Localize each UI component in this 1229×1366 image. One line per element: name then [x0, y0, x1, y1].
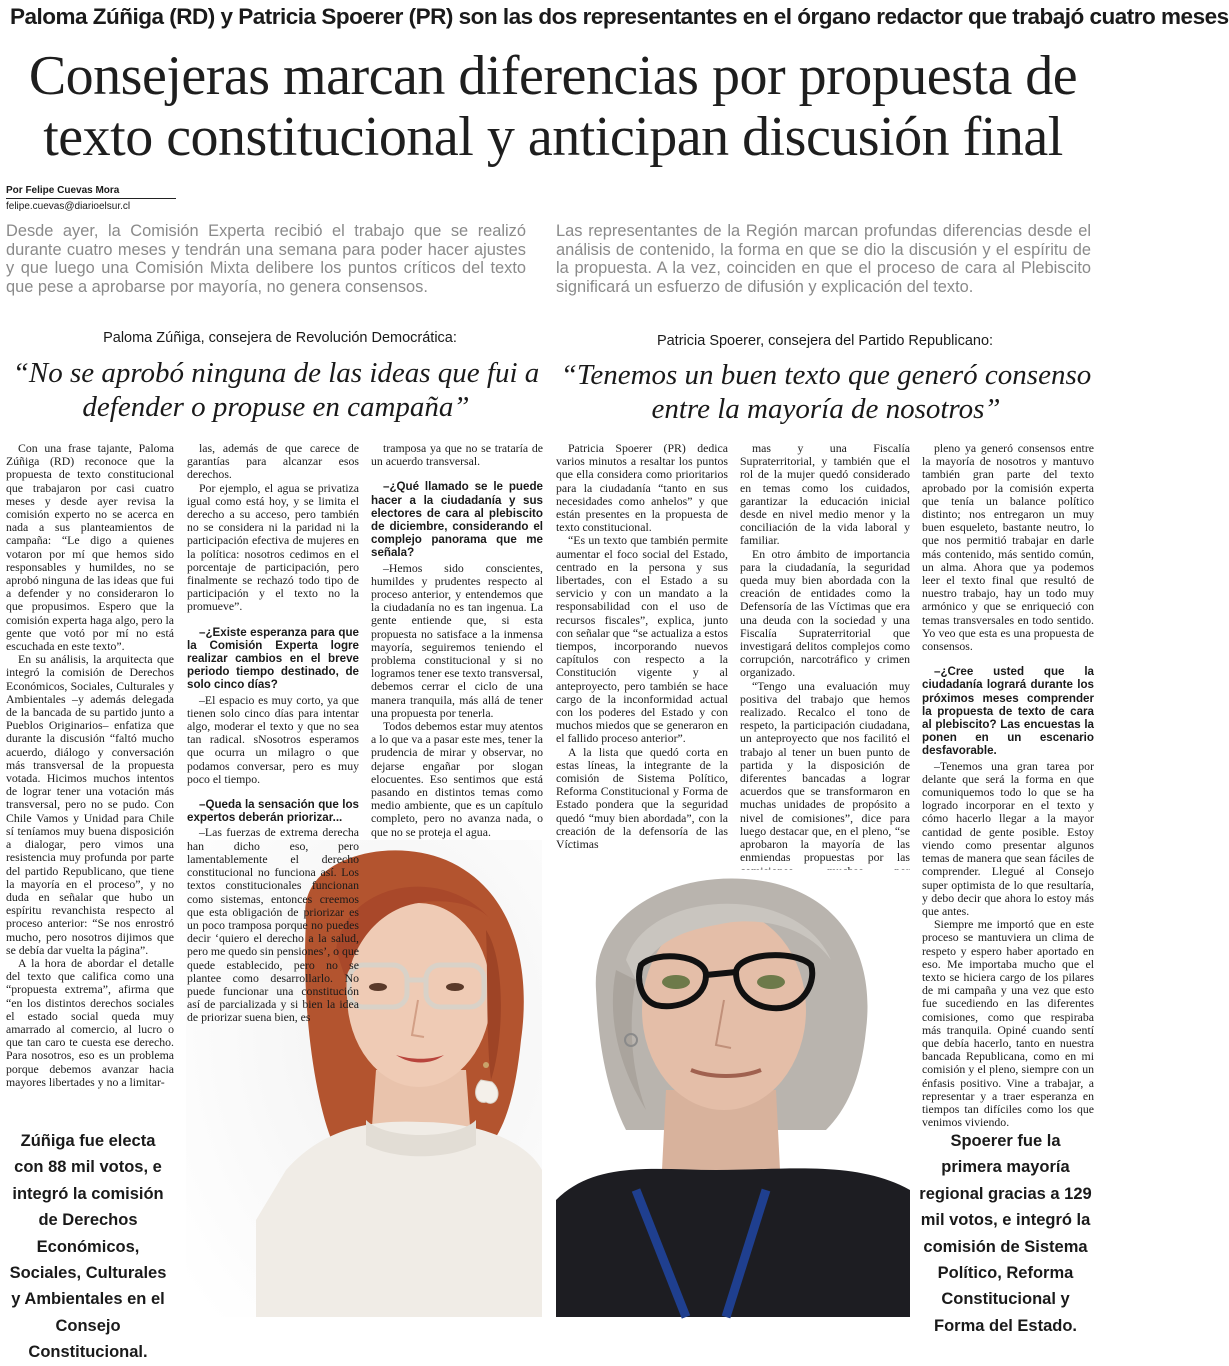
right-story-column-1 [556, 442, 728, 872]
body-paragraph: Por ejemplo, el agua se privatiza igual como está hoy, y se limita el derecho a su acceso, pero también no se considera ni la paridad ni la participación efectiva de mujeres en la política: nosotros cedimos en el porcentaje de participación, pero finalmente se rechazó todo tipo de participación y el texto no la promueve”. [187, 480, 359, 614]
left-story-column-2 [187, 442, 359, 1142]
lede-right: Las representantes de la Región marcan profundas diferencias desde el análisis de contenido, la forma en que se dio la discusión y el espíritu de la propuesta. A la vez, coinciden en que el proceso de cara al Plebiscito significará un esfuerzo de difusión y explicación del texto. [556, 222, 1091, 296]
body-paragraph: En su análisis, la arquitecta que integró la comisión de Derechos Económicos, Sociales, Culturales y Ambientales –y además delegada de la bancada de su partido junto a Pueblos Originarios– enfatiza que durante la discusión “faltó mucho acuerdo, diálogo y conversación más transversal de la propuesta votada. Hicimos muchos intentos de lograr tener una votación más transversal, pero no se pudo. Con Chile Vamos y Unidad para Chile sí teníamos muy buena disposición a dialogar, pero vimos una resistencia muy profunda por parte del partido Republicano, que tiene la mayoría en el proceso”, y no duda en señalar que hubo un espíritu revanchista respecto al proceso anterior: “Se nos enrostró mucho, pero nosotros dijimos que se debía dar vuelta la página”. [6, 652, 174, 957]
body-paragraph: “Tengo una evaluación muy positiva del trabajo que hemos realizado. Recalco el tono de respeto, la participación ciudadana, un anteproyecto que nos facilitó el trabajo al tener un buen punto de partida y la disposición de diferentes bancadas a lograr acuerdos que se transformaron en muchas unidades de propósito a nivel de comisiones”, dice para luego destacar que, en el pleno, “se aprobaron la mayoría de las enmiendas propuestas por las [740, 678, 910, 865]
byline-email: felipe.cuevas@diarioelsur.cl [6, 201, 131, 212]
left-story-column-1 [6, 442, 174, 1122]
interview-question: –¿Qué llamado se le puede hacer a la ciudadanía y sus electores de cara al plebiscito de diciembre, considerando el complejo panorama que me señala? [371, 480, 543, 560]
body-paragraph: Todos debemos estar muy atentos a lo que va a pasar este mes, tener la prudencia de mirar y observar, no dejarse engañar por slogan elocuentes. Eso sentimos que está pasando en distintos temas como medio ambiente, que es un capítulo completo, pero no avanza nada, o que no se proteja el agua. [371, 719, 543, 839]
body-paragraph: A la lista que quedó corta en estas líneas, la integrante de la comisión de Sistema Político, Reforma Constitucional y Forma de Estado pondera que la seguridad quedó “muy bien abordada”, con la creación de la defensoría de las Víctimas [556, 744, 728, 852]
body-paragraph: A la hora de abordar el detalle del texto que califica como una “propuesta extrema”, afirma que “en los distintos derechos sociales el estado social queda muy amarrado al comercio, al lucro o que tan caro te cuesta ese derecho. Para nosotros, eso es un problema porque debemos avanzar hacia mayores libertades y no a limitar- [6, 955, 174, 1089]
right-photo-caption: Spoerer fue la primera mayoría regional gracias a 129 mil votos, e integró la comisión de Sistema Político, Reforma Constitucional y Forma del Estado. [919, 1132, 1092, 1335]
left-story-label: Paloma Zúñiga, consejera de Revolución Democrática: [103, 330, 457, 346]
body-paragraph: mas y una Fiscalía Supraterritorial, y también que el rol de la mujer quedó considerado en temas como los cuidados, garantizar la educación inicial desde en nivel medio menor y la conciliación de la vida laboral y familiar. [740, 441, 910, 548]
spoerer-portrait-illustration [556, 870, 910, 1317]
byline [6, 184, 176, 213]
interview-answer: –Hemos sido conscientes, humildes y prudentes respecto al proceso anterior, y entendemos que la ciudadanía no es tan ingenua. La gente entiende que, si esta propuesta no satisface a la inmensa mayoría, seguiremos teniendo el problema constitucional y si no logramos tener ese texto transversal, debemos cerrar el ciclo de una manera tranquila, más allá de tener una propuesta por tenerla. [371, 560, 543, 720]
spoerer-photo [556, 870, 910, 1317]
interview-answer: –Tenemos una gran tarea por delante que será la forma en que comuniquemos todo lo que se ha logrado incorporar en el texto y cómo hacerlo llegar a la mayor cantidad de gente posible. Estoy viendo como presentar algunos temas de manera que sean fáciles de comprender. Llegué al Consejo super optimista de lo que resultaría, y debo decir que ahora lo estoy más que antes. [922, 758, 1094, 918]
body-paragraph: Patricia Spoerer (PR) dedica varios minutos a resaltar los puntos que ella considera como prioritarios para la ciudadanía “tanto en sus necesidades como anhelos” y que están presentes en la propuesta de texto constitucional. [556, 441, 728, 535]
body-paragraph: las, además de que carece de garantías para alcanzar esos derechos. [187, 441, 359, 482]
interview-question: –Queda la sensación que los expertos deberán priorizar... [187, 798, 359, 825]
headline: Consejeras marcan diferencias por propuesta de texto constitucional y anticipan discusión final [28, 45, 1078, 168]
left-story-column-3 [371, 442, 543, 862]
right-story-column-3 [922, 441, 1094, 1130]
right-story-quote: “Tenemos un buen texto que generó consenso entre la mayoría de nosotros” [560, 359, 1092, 425]
right-story-label: Patricia Spoerer, consejera del Partido Republicano: [656, 333, 994, 349]
left-photo-caption: Zúñiga fue electa con 88 mil votos, e integró la comisión de Derechos Económicos, Sociales, Culturales y Ambientales en el Consejo Constitucional. [9, 1132, 167, 1362]
interview-question: –¿Existe esperanza para que la Comisión Experta logre realizar cambios en el breve periodo tiempo destinado, de solo cinco días? [187, 625, 359, 692]
kicker: Paloma Zúñiga (RD) y Patricia Spoerer (PR) son las dos representantes en el órgano redactor que trabajó cuatro meses [10, 4, 1229, 29]
body-paragraph: “Es un texto que también permite aumentar el foco social del Estado, centrado en la persona y sus libertades, con el Estado a su servicio y con un mandato a la responsabilidad con el uso de recursos fiscales”, explica, junto con señalar que “se actualiza a estos tiempos, incorporando nuevos capítulos con respecto a la Constitución vigente y al anteproyecto, pero también se hace cargo de la inconformidad actual con los poderes del Estado y con muchos miedos que se generaron en el fallido proceso anterior”. [556, 533, 728, 746]
left-story-quote: “No se aprobó ninguna de las ideas que fui a defender o propuse en campaña” [12, 357, 540, 423]
lede-left: Desde ayer, la Comisión Experta recibió el trabajo que se realizó durante cuatro meses y tendrán una semana para poder hacer ajustes y que luego una Comisión Mixta delibere los puntos críticos del texto que pese a aprobarse por mayoría, no genera consensos. [6, 222, 526, 296]
interview-answer: –El espacio es muy corto, ya que tienen solo cinco días para intentar algo, moderar el texto y que no sea tan radical. sNosotros esperamos que ocurra un milagro o que podamos conversar, pero es muy poco el tiempo. [187, 692, 359, 786]
body-paragraph: Siempre me importó que en este proceso se mantuviera un clima de respeto y espero haber aportado en eso. Me importaba mucho que el texto se hiciera cargo de los pilares de mi campaña y una vez que esto fue sucediendo en las diferentes comisiones, como que respiraba más tranquila. Opiné cuando sentí que debía hacerlo, tanto en nuestra bancada Republicana, como en mi comisión y el pleno, siempre con un énfasis positivo. Vine a trabajar, a representar y a traer esperanza en tiempos tan difíciles como los que venimos viviendo. [922, 917, 1094, 1130]
interview-answer: –Las fuerzas de extrema derecha han dicho eso, pero lamentablemente el derecho constitucional no funciona así. Los textos constitucionales funcionan como sistemas, entonces creemos que esta obligación de priorizar es un poco tramposa porque no puedes decir ‘quiero el derecho a la salud, pero me quedo sin pensiones’, o que quede establecido, pero no se plantee como desarrollarlo. No puede funcionar una constitución así de parcializada y si bien la idea de priorizar suena bien, es [187, 825, 359, 1025]
body-paragraph: En otro ámbito de importancia para la ciudadanía, la seguridad queda muy bien abordada con la creación de entidades como la Defensoría de las Víctimas que era una deuda con la sociedad y una Fiscalía Supraterritorial que investigará delitos complejos como corrupción, narcotráfico y crimen organizado. [740, 546, 910, 680]
body-paragraph: tramposa ya que no se trataría de un acuerdo transversal. [371, 441, 543, 469]
interview-question: –¿Cree usted que la ciudadanía logrará durante los próximos meses comprender la propuesta de texto de cara al plebiscito? Las encuestas la ponen en un escenario desfavorable. [922, 665, 1094, 758]
byline-author: Por Felipe Cuevas Mora [6, 184, 176, 199]
body-paragraph: pleno ya generó consensos entre la mayoría de nosotros y mantuvo también gran parte del texto aprobado por la comisión experta que tenía un balance político distinto; nos entregaron un muy buen esqueleto, bastante neutro, lo que nos permitió trabajar en darle más contenido, más sentido común, un alma. Ahora que ya podemos leer el texto final que resultó de nuestro trabajo, hay un todo muy armónico y que se enriqueció con temas transversales en todo sentido. Yo veo que esta es una propuesta de consensos. [922, 441, 1094, 654]
body-paragraph: Con una frase tajante, Paloma Zúñiga (RD) reconoce que la propuesta de texto constitucional que trabajaron por casi cuatro meses y desde ayer revisa la comisión experto no se acerca en nada a sus planteamientos de campaña: “Le digo a quienes votaron por mí que hemos sido responsables y humildes, no se aprobó ninguna de las ideas que fui a defender y no consideraron lo que propusimos. Espero que la comisión experta haga algo, pero la gente que votó por mí no está escuchada en este texto”. [6, 441, 174, 654]
